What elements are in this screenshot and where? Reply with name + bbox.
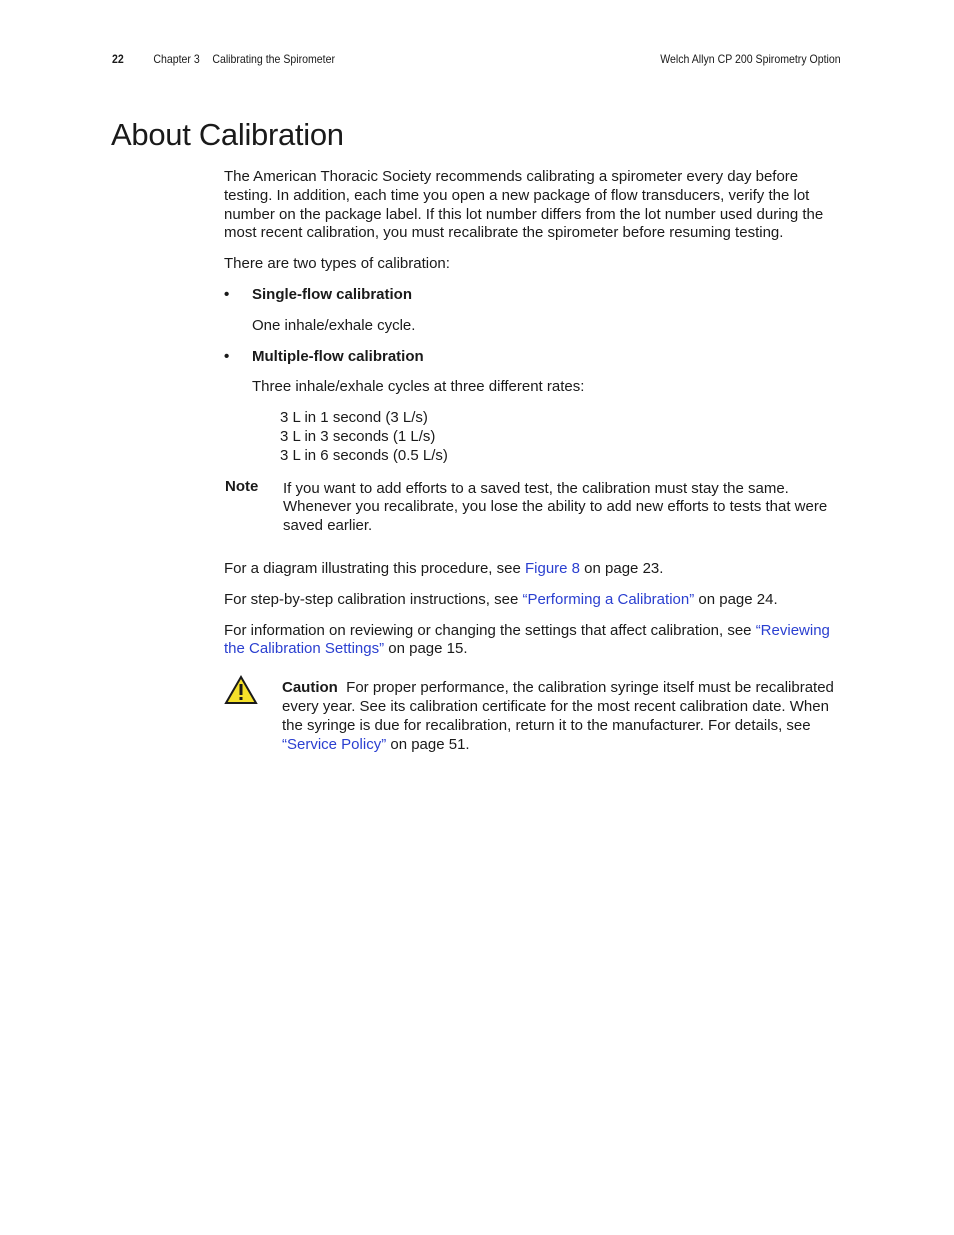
- performing-calibration-link[interactable]: “Performing a Calibration”: [522, 590, 695, 608]
- caution-label: Caution: [282, 679, 338, 697]
- caution-text: [282, 679, 844, 754]
- ref-text: on page 24.: [694, 590, 778, 608]
- reviewing-calibration-settings-link[interactable]: “Reviewing the Calibration Settings”: [224, 621, 830, 658]
- rates-list: [224, 409, 844, 465]
- page-title: About Calibration: [111, 117, 344, 152]
- types-intro: There are two types of calibration:: [224, 255, 450, 273]
- intro-paragraph: The American Thoracic Society recommends calibrating a spirometer every day before testing. In addition, each time you open a new package of flow transducers, verify the lot number on the package label. If this lot number differs from the lot number used during the most recent calibration, you must recalibrate the spirometer before resuming testing.: [224, 168, 824, 242]
- type-description: Three inhale/exhale cycles at three different rates:: [252, 378, 585, 396]
- bullet-icon: •: [224, 347, 230, 365]
- list-item-multiple-flow: [224, 348, 844, 367]
- reference-paragraph: [224, 622, 844, 660]
- document-title: Welch Allyn CP 200 Spirometry Option: [660, 52, 841, 66]
- ref-text: on page 15.: [384, 640, 468, 658]
- caution-body: For proper performance, the calibration syringe itself must be recalibrated every year. See its calibration certificate for the most recent calibration date. When the syringe is due for recalibration, return it to the manufacturer. For details, see: [282, 679, 834, 734]
- note-block: [224, 477, 844, 536]
- reference-paragraph: [224, 591, 844, 610]
- service-policy-link[interactable]: “Service Policy”: [282, 735, 387, 753]
- note-text: If you want to add efforts to a saved test, the calibration must stay the same. Whenever you recalibrate, you lose the ability to add new efforts to tests that were saved earlier.: [283, 479, 828, 535]
- rate-item: 3 L in 1 second (3 L/s): [280, 409, 428, 427]
- rate-item: 3 L in 6 seconds (0.5 L/s): [280, 446, 448, 464]
- reference-paragraph: [224, 560, 844, 579]
- ref-text: on page 23.: [580, 559, 664, 577]
- chapter-label: Chapter 3: [153, 52, 200, 66]
- chapter-title: Calibrating the Spirometer: [212, 52, 335, 66]
- ref-text: For a diagram illustrating this procedure, see: [224, 559, 525, 577]
- page-number: 22: [112, 52, 124, 66]
- bullet-icon: •: [224, 285, 230, 303]
- figure-8-link[interactable]: Figure 8: [524, 559, 581, 577]
- ref-text: For information on reviewing or changing the settings that affect calibration, see: [224, 621, 756, 639]
- type-name: Multiple-flow calibration: [252, 347, 424, 365]
- type-description: One inhale/exhale cycle.: [252, 316, 416, 334]
- caution-after: on page 51.: [386, 735, 470, 753]
- warning-triangle-icon: [224, 675, 258, 705]
- rate-item: 3 L in 3 seconds (1 L/s): [280, 427, 436, 445]
- ref-text: For step-by-step calibration instructions, see: [224, 590, 523, 608]
- body-content: [224, 168, 844, 754]
- caution-block: [224, 679, 844, 754]
- list-item-single-flow: [224, 286, 844, 305]
- type-name: Single-flow calibration: [252, 285, 413, 303]
- note-label: Note: [225, 477, 259, 495]
- running-header: [112, 52, 841, 70]
